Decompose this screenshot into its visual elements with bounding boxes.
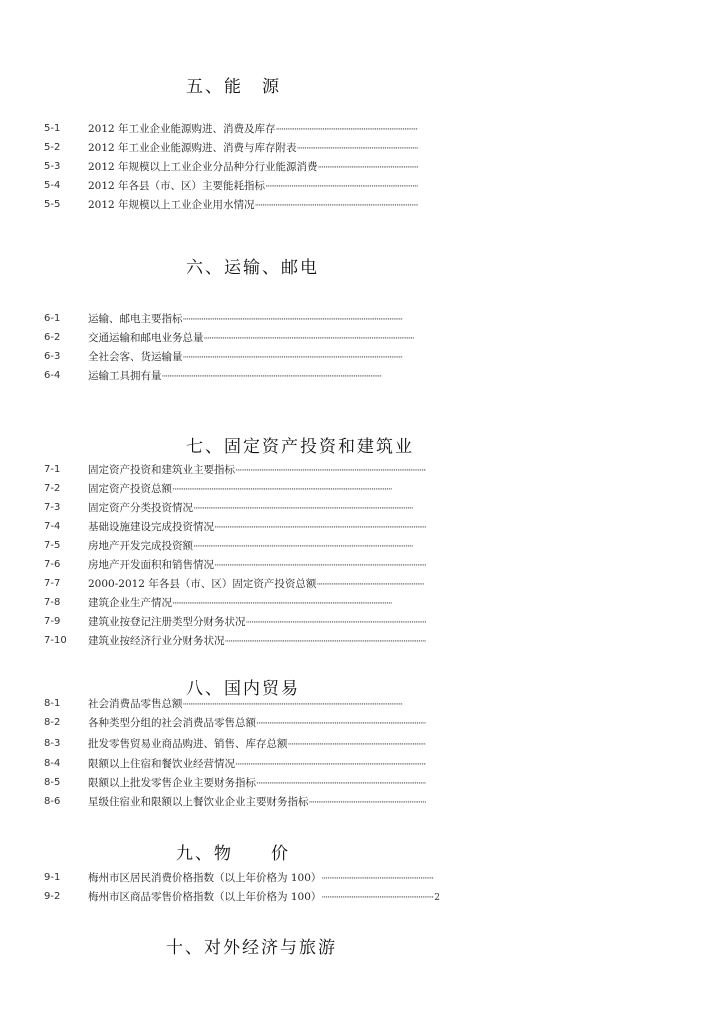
entry-number: 7-1	[44, 464, 61, 475]
toc-entry[interactable]	[0, 329, 724, 347]
entry-title: 社会消费品零售总额	[88, 698, 183, 710]
toc-entry[interactable]	[0, 367, 724, 385]
dot-leader	[321, 870, 434, 888]
entry-number: 7-10	[44, 635, 67, 646]
entry-title: 2000-2012 年各县（市、区）固定资产投资总额	[88, 578, 317, 590]
entry-title: 批发零售贸易业商品购进、销售、库存总额	[88, 738, 288, 750]
toc-entry[interactable]	[0, 735, 724, 753]
section-heading: 八、国内贸易	[186, 679, 300, 699]
toc-entry[interactable]	[0, 755, 724, 773]
toc-entry[interactable]	[0, 888, 724, 906]
entry-number: 7-4	[44, 521, 61, 532]
entry-number: 8-2	[44, 717, 61, 728]
entry-number: 9-2	[44, 891, 61, 902]
entry-title: 建筑业按登记注册类型分财务状况	[88, 616, 246, 628]
toc-entry[interactable]	[0, 120, 724, 138]
toc-entry[interactable]	[0, 869, 724, 887]
section-heading: 九、物 价	[176, 844, 290, 864]
entry-number: 8-1	[44, 698, 61, 709]
toc-entry[interactable]	[0, 594, 724, 612]
toc-entry[interactable]	[0, 158, 724, 176]
dot-leader	[172, 481, 426, 499]
dot-leader	[183, 311, 415, 329]
dot-leader	[318, 159, 418, 177]
entry-number: 7-9	[44, 616, 61, 627]
toc-entry[interactable]	[0, 575, 724, 593]
entry-number: 7-7	[44, 578, 61, 589]
entry-number: 8-3	[44, 738, 61, 749]
dot-leader	[255, 197, 418, 215]
dot-leader	[204, 330, 415, 348]
entry-title: 固定资产投资总额	[88, 483, 172, 495]
entry-title: 限额以上住宿和餐饮业经营情况	[88, 758, 235, 770]
toc-entry[interactable]	[0, 480, 724, 498]
dot-leader	[256, 775, 426, 793]
entry-title: 限额以上批发零售企业主要财务指标	[88, 777, 256, 789]
toc-entry[interactable]	[0, 632, 724, 650]
entry-number: 9-1	[44, 872, 61, 883]
dot-leader	[214, 557, 426, 575]
dot-leader	[321, 889, 434, 907]
entry-number: 6-4	[44, 370, 61, 381]
toc-entry[interactable]	[0, 177, 724, 195]
entry-number: 7-6	[44, 559, 61, 570]
entry-title: 2012 年规模以上工业企业用水情况	[88, 199, 255, 211]
toc-entry[interactable]	[0, 461, 724, 479]
section-heading: 五、能 源	[186, 77, 281, 97]
entry-title: 2012 年工业企业能源购进、消费与库存附表	[88, 142, 297, 154]
entry-title: 固定资产投资和建筑业主要指标	[88, 464, 235, 476]
entry-title: 星级住宿业和限额以上餐饮业企业主要财务指标	[88, 796, 309, 808]
entry-number: 5-4	[44, 180, 61, 191]
section-heading: 十、对外经济与旅游	[166, 938, 337, 958]
dot-leader	[256, 715, 426, 733]
dot-leader	[297, 140, 418, 158]
dot-leader	[214, 519, 426, 537]
entry-title: 基础设施建设完成投资情况	[88, 521, 214, 533]
entry-title: 固定资产分类投资情况	[88, 502, 193, 514]
entry-number: 5-1	[44, 123, 61, 134]
entry-title: 房地产开发面积和销售情况	[88, 559, 214, 571]
toc-entry[interactable]	[0, 793, 724, 811]
entry-number: 5-2	[44, 142, 61, 153]
dot-leader	[276, 121, 418, 139]
section-heading: 七、固定资产投资和建筑业	[186, 437, 414, 457]
dot-leader	[225, 633, 427, 651]
entry-number: 7-5	[44, 540, 61, 551]
toc-entry[interactable]	[0, 714, 724, 732]
dot-leader	[235, 756, 426, 774]
toc-entry[interactable]	[0, 556, 724, 574]
section-heading: 六、运输、邮电	[186, 258, 319, 278]
entry-title: 梅州市区居民消费价格指数（以上年价格为 100）	[88, 872, 322, 884]
entry-number: 5-3	[44, 161, 61, 172]
dot-leader	[265, 178, 418, 196]
entry-title: 2012 年规模以上工业企业分品种分行业能源消费	[88, 161, 318, 173]
entry-title: 全社会客、货运输量	[88, 351, 183, 363]
entry-number: 7-8	[44, 597, 61, 608]
entry-title: 运输工具拥有量	[88, 370, 162, 382]
dot-leader	[193, 500, 426, 518]
toc-entry[interactable]	[0, 518, 724, 536]
entry-number: 6-2	[44, 332, 61, 343]
toc-entry[interactable]	[0, 196, 724, 214]
dot-leader	[235, 462, 426, 480]
dot-leader	[162, 368, 415, 386]
toc-entry[interactable]	[0, 695, 724, 713]
entry-title: 运输、邮电主要指标	[88, 313, 183, 325]
dot-leader	[316, 576, 424, 594]
dot-leader	[246, 614, 427, 632]
entry-number: 8-4	[44, 758, 61, 769]
entry-title: 2012 年各县（市、区）主要能耗指标	[88, 180, 266, 192]
toc-entry[interactable]	[0, 139, 724, 157]
entry-number: 7-2	[44, 483, 61, 494]
dot-leader	[309, 794, 427, 812]
toc-entry[interactable]	[0, 499, 724, 517]
entry-title: 2012 年工业企业能源购进、消费及库存	[88, 123, 276, 135]
toc-entry[interactable]	[0, 613, 724, 631]
dot-leader	[183, 349, 415, 367]
toc-entry[interactable]	[0, 310, 724, 328]
dot-leader	[193, 538, 426, 556]
entry-title: 建筑业按经济行业分财务状况	[88, 635, 225, 647]
entry-title: 房地产开发完成投资额	[88, 540, 193, 552]
entry-title: 梅州市区商品零售价格指数（以上年价格为 100）	[88, 891, 322, 903]
toc-entry[interactable]	[0, 348, 724, 366]
entry-number: 6-1	[44, 313, 61, 324]
entry-number: 7-3	[44, 502, 61, 513]
page-number: 2	[434, 893, 440, 903]
entry-number: 6-3	[44, 351, 61, 362]
dot-leader	[288, 736, 427, 754]
entry-title: 交通运输和邮电业务总量	[88, 332, 204, 344]
entry-title: 建筑企业生产情况	[88, 597, 172, 609]
dot-leader	[183, 696, 427, 714]
entry-title: 各种类型分组的社会消费品零售总额	[88, 717, 256, 729]
entry-number: 5-5	[44, 199, 61, 210]
toc-entry[interactable]	[0, 774, 724, 792]
entry-number: 8-6	[44, 796, 61, 807]
toc-entry[interactable]	[0, 537, 724, 555]
dot-leader	[172, 595, 426, 613]
entry-number: 8-5	[44, 777, 61, 788]
